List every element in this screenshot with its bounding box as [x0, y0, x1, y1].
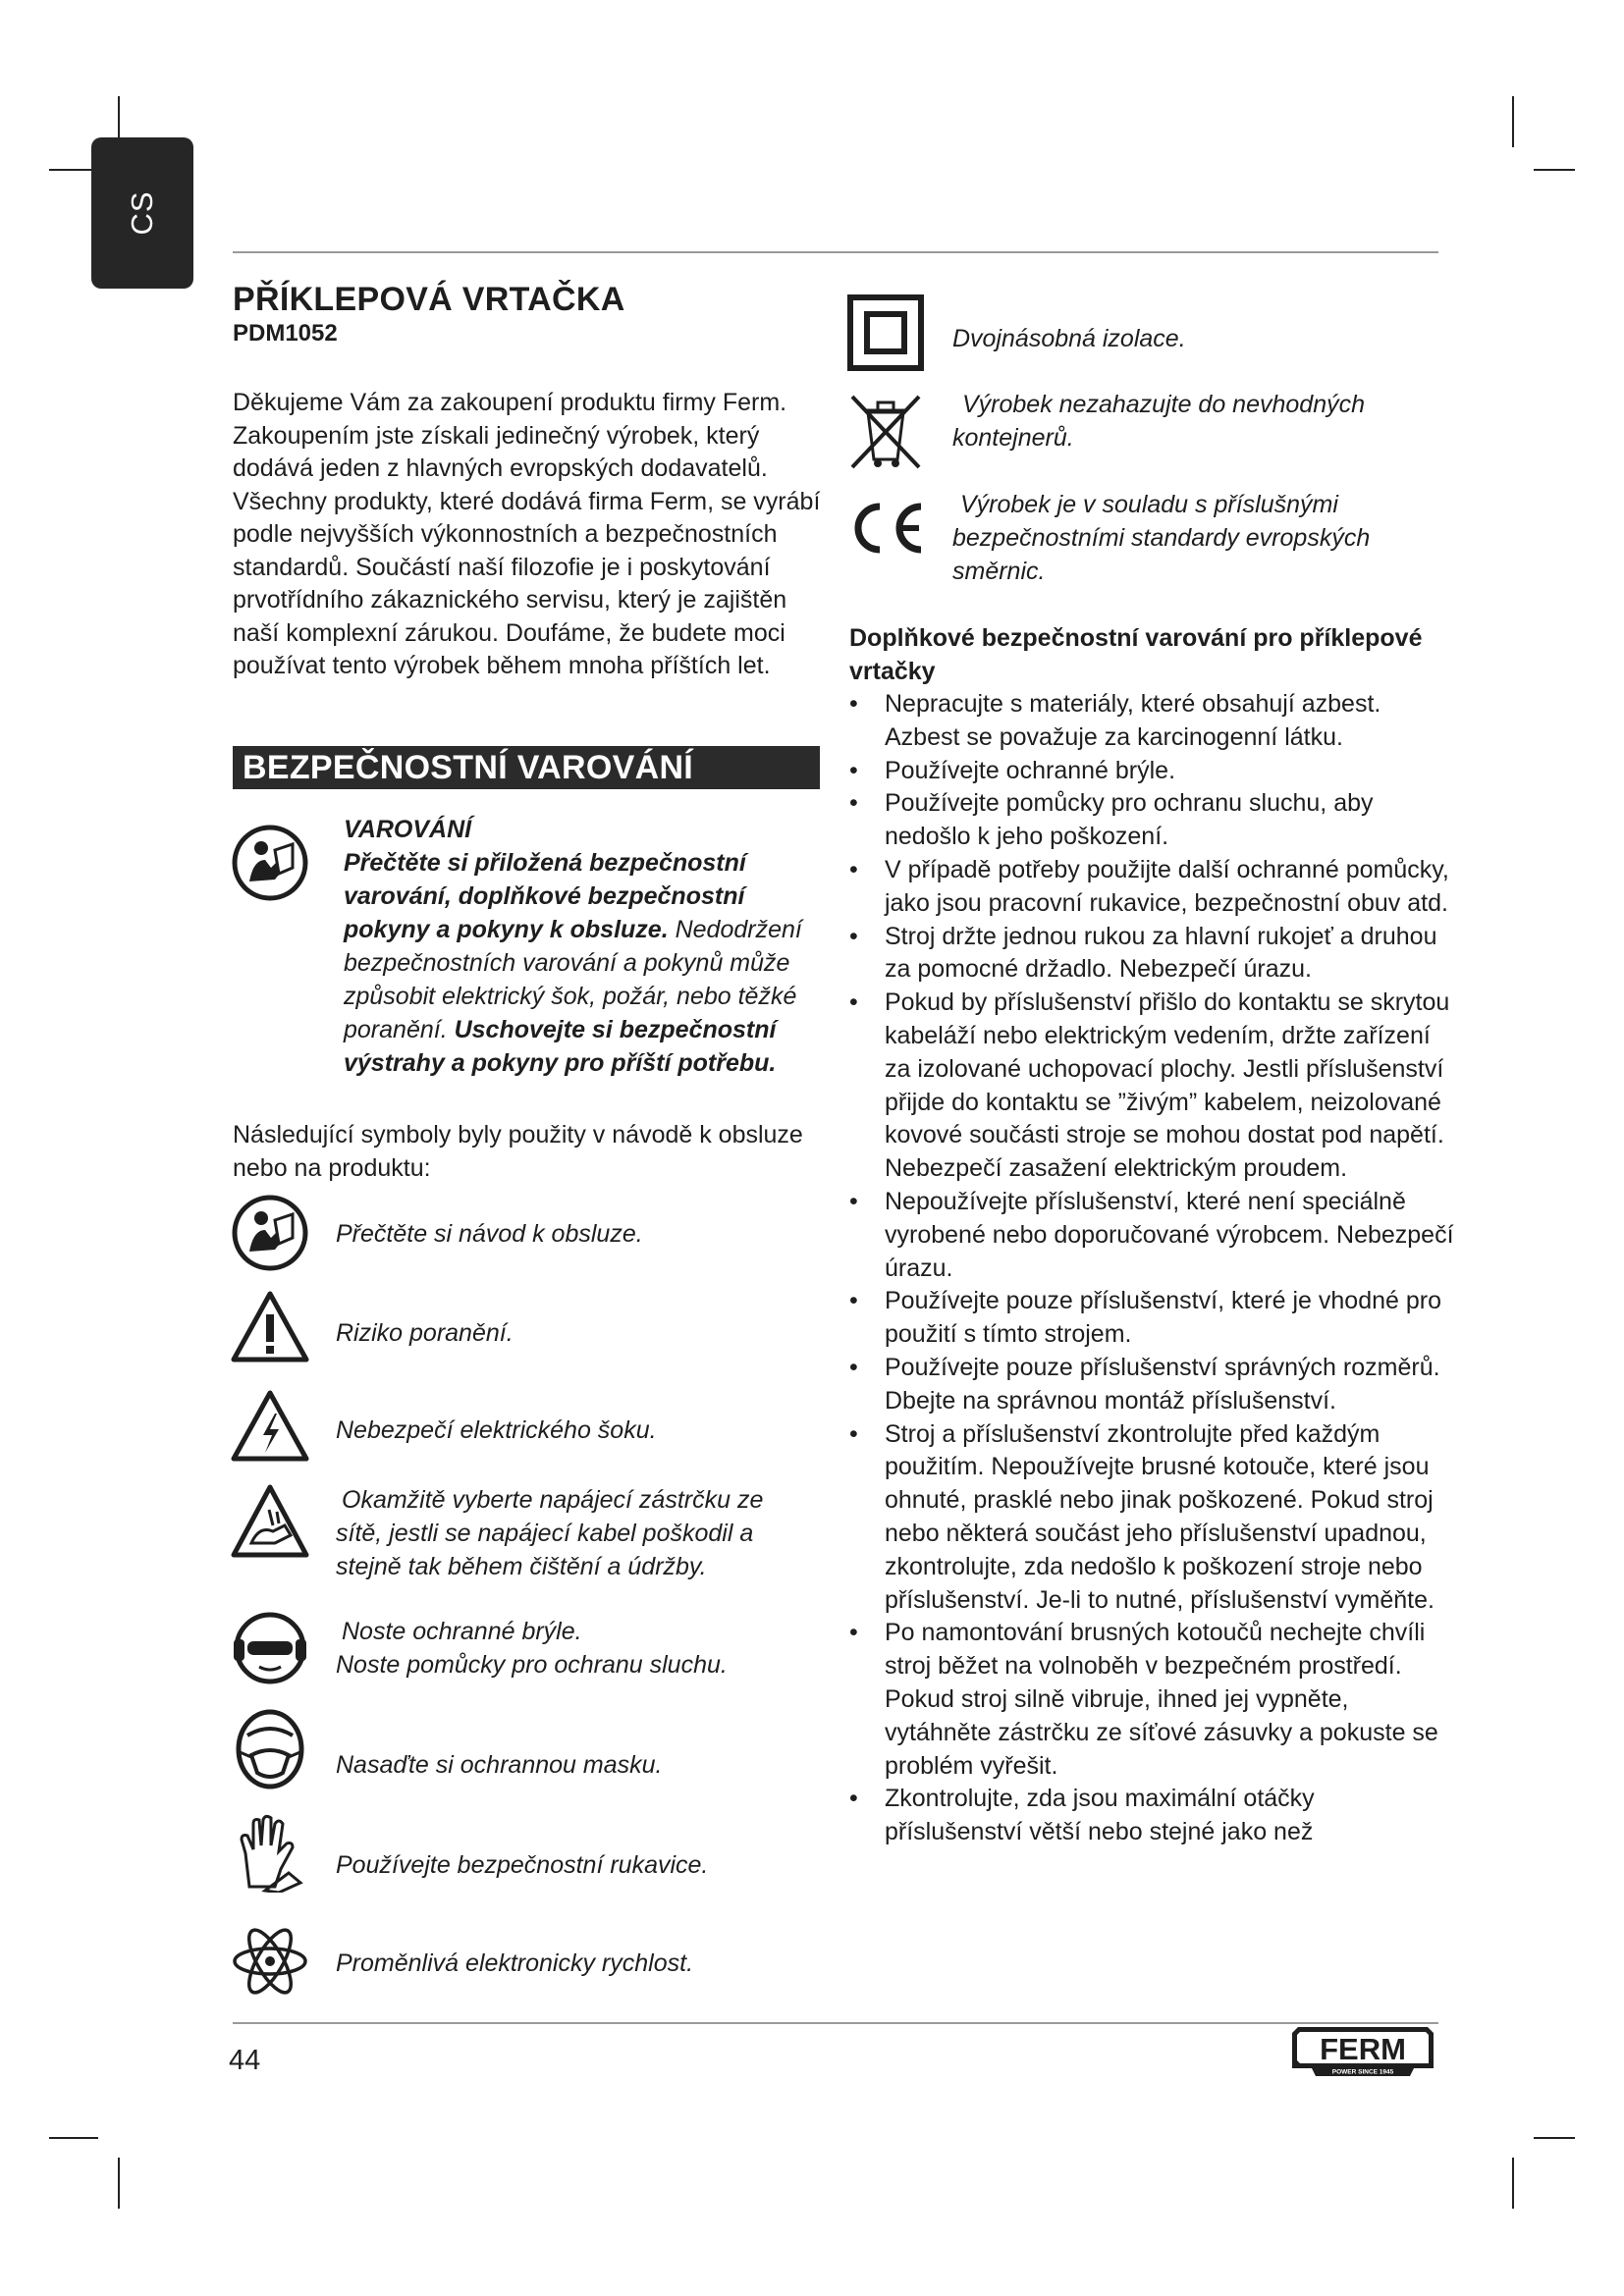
symbol-read-manual-text: Přečtěte si návod k obsluze.: [336, 1220, 643, 1248]
warning-bold-2: Uschovejte si bezpečnostní výstrahy a pokyny pro příští potřebu.: [344, 1016, 777, 1077]
symbol-mask-text: Nasaďte si ochrannou masku.: [336, 1751, 663, 1779]
symbol-ear-protection-line: Noste pomůcky pro ochranu sluchu.: [336, 1651, 728, 1679]
warning-block: [336, 813, 837, 1080]
safety-bullet-list: [849, 688, 1458, 1849]
warning-heading: VAROVÁNÍ: [344, 816, 472, 843]
variable-speed-icon: [232, 1926, 308, 1997]
list-item: • Nepoužívejte příslušenství, které není speciálně vyrobené nebo doporučované výrobcem. Nebezpečí úrazu.: [849, 1186, 1458, 1285]
gloves-icon: [236, 1814, 306, 1893]
list-item: • Používejte pomůcky pro ochranu sluchu, aby nedošlo k jeho poškození.: [849, 787, 1458, 854]
crop-mark: [118, 2158, 120, 2209]
crop-mark: [1534, 2137, 1575, 2139]
additional-warnings-heading: Doplňkové bezpečnostní varování pro příklepové vrtačky: [849, 624, 1423, 685]
footer-rule: [233, 2022, 1438, 2024]
symbol-ce-text-value: Výrobek je v souladu s příslušnými bezpečnostními standardy evropských směrnic.: [952, 491, 1371, 585]
list-item: • Nepracujte s materiály, které obsahují azbest. Azbest se považuje za karcinogenní látku.: [849, 688, 1458, 755]
symbol-weee-text-value: Výrobek nezahazujte do nevhodných kontejnerů.: [952, 391, 1366, 452]
list-item: • Po namontování brusných kotoučů nechejte chvíli stroj běžet na volnoběh v bezpečném prostředí. Pokud stroj silně vibruje, ihned jej vypněte, vytáhněte zástrčku ze síťové zásuvky a pokuste se problém vyřešit.: [849, 1617, 1458, 1783]
symbol-unplug-text: [336, 1483, 807, 1583]
symbol-insulation-text: Dvojnásobná izolace.: [952, 325, 1186, 352]
model-number: PDM1052: [233, 320, 338, 347]
electric-shock-icon: [230, 1388, 310, 1463]
list-item: • Používejte pouze příslušenství, které je vhodné pro použití s tímto strojem.: [849, 1285, 1458, 1352]
ce-mark-icon: [846, 501, 925, 556]
symbol-goggles-line: Noste ochranné brýle.: [342, 1618, 582, 1645]
section-heading: BEZPEČNOSTNÍ VAROVÁNÍ: [233, 746, 820, 789]
symbol-goggles-text: [336, 1615, 807, 1682]
symbols-intro: Následující symboly byly použity v návodě k obsluze nebo na produktu:: [233, 1121, 803, 1182]
weee-bin-icon: [846, 391, 925, 471]
unplug-icon: [230, 1482, 310, 1561]
crop-mark: [49, 2137, 98, 2139]
list-item: • Stroj držte jednou rukou za hlavní rukojeť a druhou za pomocné držadlo. Nebezpečí úrazu.: [849, 921, 1458, 988]
list-item: • Pokud by příslušenství přišlo do kontaktu se skrytou kabeláží nebo elektrickým vedením, držte zařízení za izolované uchopovací plochy. Jestli příslušenství přijde do kontaktu se ”živým” kabelem, neizolované kovové součásti stroje se mohou dostat pod napětí. Nebezpečí zasažení elektrickým proudem.: [849, 987, 1458, 1186]
warning-text-1: Nedodržení bezpečnostních varování a pokynů může způsobit elektrický šok, požár, nebo těžké poranění.: [344, 916, 802, 1043]
ferm-logo-graphic: [1290, 2025, 1435, 2086]
ferm-logo-subtext: POWER SINCE 1945: [1331, 2068, 1394, 2076]
dust-mask-icon: [232, 1708, 308, 1790]
symbol-gloves-text: Používejte bezpečnostní rukavice.: [336, 1851, 709, 1879]
symbol-speed-text: Proměnlivá elektronicky rychlost.: [336, 1949, 694, 1977]
read-manual-icon: [232, 1195, 308, 1271]
language-tab-label: CS: [125, 190, 159, 236]
symbol-ce-text: [952, 488, 1424, 588]
double-insulation-icon: [847, 294, 924, 371]
goggles-ear-protection-icon: [232, 1610, 308, 1686]
list-item: • V případě potřeby použijte další ochranné pomůcky, jako jsou pracovní rukavice, bezpečnostní obuv atd.: [849, 854, 1458, 921]
injury-risk-icon: [230, 1289, 310, 1363]
symbol-unplug-text-value: Okamžitě vyberte napájecí zástrčku ze sítě, jestli se napájecí kabel poškodil a stejně tak během čištění a údržby.: [336, 1486, 764, 1580]
ferm-logo-text: FERM: [1320, 2032, 1406, 2066]
header-rule: [233, 251, 1438, 253]
ferm-logo: [1290, 2025, 1435, 2086]
list-item: • Stroj a příslušenství zkontrolujte před každým použitím. Nepoužívejte brusné kotouče, které jsou ohnuté, prasklé nebo jinak poškozené. Pokud stroj nebo některá součást jeho příslušenství upadnou, zkontrolujte, zda nedošlo k poškození stroje nebo příslušenství. Je-li to nutné, příslušenství vyměňte.: [849, 1418, 1458, 1618]
crop-mark: [1512, 2158, 1514, 2209]
list-item: • Zkontrolujte, zda jsou maximální otáčky příslušenství větší nebo stejné jako než: [849, 1783, 1458, 1849]
warning-text: [336, 846, 837, 1080]
read-manual-icon: [232, 825, 308, 901]
symbol-weee-text: [952, 388, 1424, 454]
symbol-electric-shock-text: Nebezpečí elektrického šoku.: [336, 1416, 657, 1444]
warning-bold-1: Přečtěte si přiložená bezpečnostní varování, doplňkové bezpečnostní pokyny a pokyny k obsluze.: [344, 849, 746, 943]
page-number: 44: [229, 2045, 261, 2076]
language-tab: [91, 137, 193, 289]
symbol-injury-risk-text: Riziko poranění.: [336, 1319, 514, 1347]
list-item: • Používejte pouze příslušenství správných rozměrů. Dbejte na správnou montáž příslušenství.: [849, 1352, 1458, 1418]
crop-mark: [1512, 96, 1514, 147]
intro-paragraph: Děkujeme Vám za zakoupení produktu firmy Ferm. Zakoupením jste získali jedinečný výrobek, který dodává jeden z hlavných evropských dodavatelů. Všechny produkty, které dodává firma Ferm, se vyrábí podle nejvyšších výkonnostních a bezpečnostních standardů. Součástí naší filozofie je i poskytování prvotřídního zákaznického servisu, který je zajištěn naší komplexní zárukou. Doufáme, že budete moci používat tento výrobek během mnoha příštích let.: [233, 389, 821, 679]
page-title: PŘÍKLEPOVÁ VRTAČKA: [233, 281, 625, 318]
crop-mark: [1534, 169, 1575, 171]
list-item: • Používejte ochranné brýle.: [849, 755, 1458, 788]
